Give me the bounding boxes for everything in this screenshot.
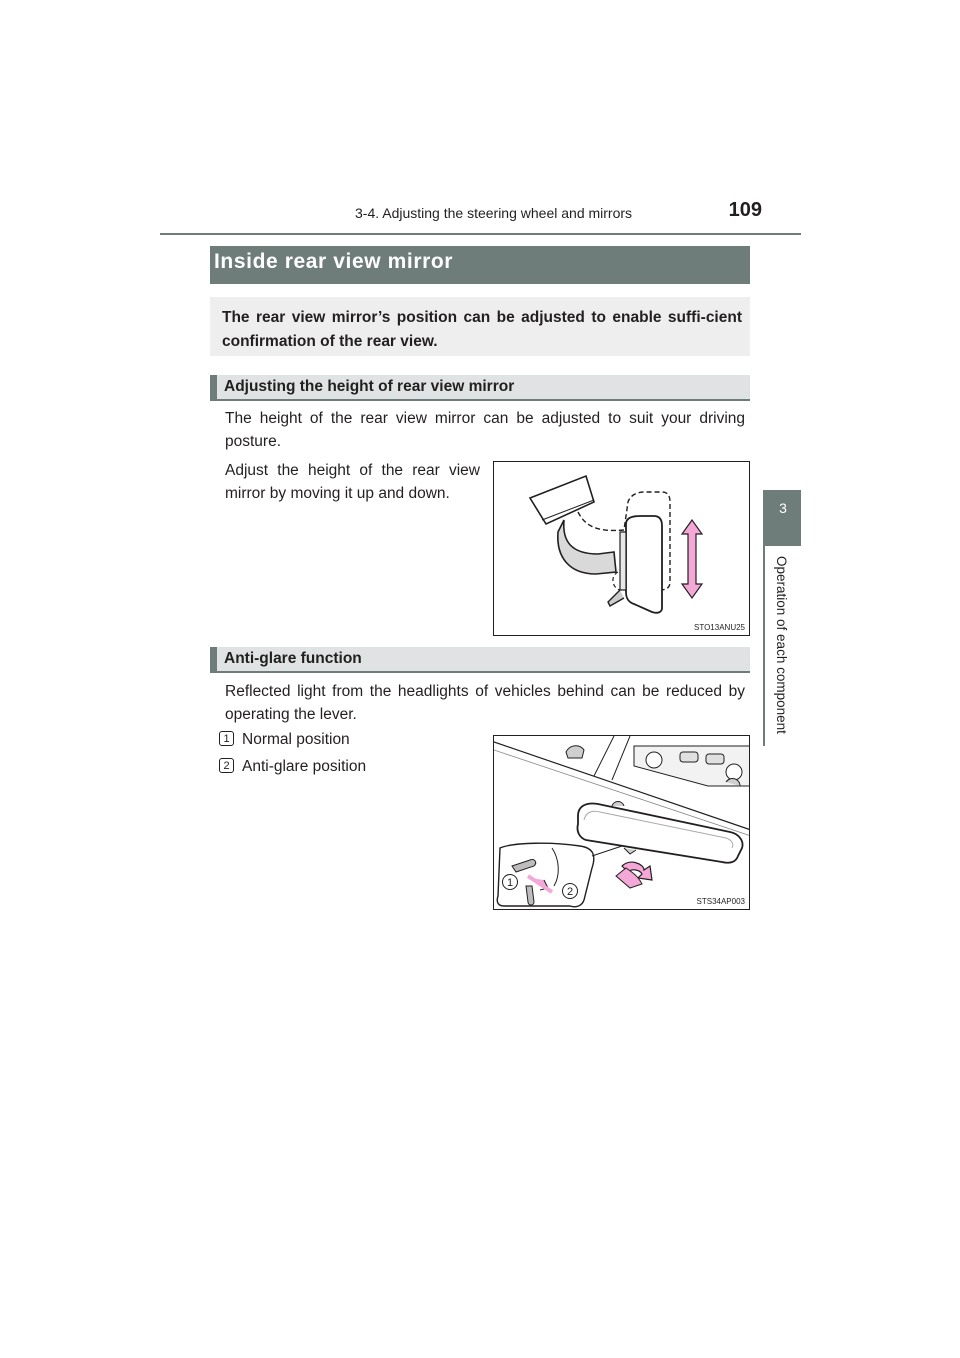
- mirror-height-illustration: [494, 462, 750, 636]
- figure-code: STO13ANU25: [694, 623, 745, 632]
- svg-text:1: 1: [506, 877, 514, 889]
- item-antiglare-position: Anti-glare position: [242, 758, 367, 775]
- item-number-badge: 1: [219, 731, 234, 746]
- chapter-tab: [765, 490, 801, 546]
- section-heading-antiglare: Anti-glare function: [224, 650, 362, 667]
- section-heading-height: Adjusting the height of rear view mirror: [224, 378, 515, 395]
- item-number-badge: 2: [219, 758, 234, 773]
- page-title: Inside rear view mirror: [214, 250, 454, 273]
- side-rule: [763, 490, 765, 746]
- chapter-number: 3: [779, 500, 787, 516]
- antiglare-illustration: [494, 736, 750, 910]
- svg-text:2: 2: [566, 886, 574, 898]
- header-rule: [160, 233, 801, 235]
- header-section-title: 3-4. Adjusting the steering wheel and mirrors: [355, 205, 633, 221]
- page-number: 109: [728, 199, 762, 221]
- paragraph-antiglare: Reflected light from the headlights of vehicles behind can be reduced by operating the lever.: [225, 683, 745, 723]
- figure-mirror-height: [493, 461, 750, 636]
- item-normal-position: Normal position: [242, 731, 350, 748]
- section-heading-accent: [210, 375, 217, 401]
- section-heading-accent: [210, 647, 217, 673]
- paragraph-height-instruction: Adjust the height of the rear view mirror by moving it up and down.: [225, 462, 480, 502]
- chapter-label: Operation of each component: [774, 556, 789, 734]
- paragraph-height-intro: The height of the rear view mirror can be adjusted to suit your driving posture.: [225, 410, 745, 450]
- figure-code: STS34AP003: [696, 897, 745, 906]
- figure-antiglare-lever: [493, 735, 750, 910]
- intro-text: The rear view mirror’s position can be adjusted to enable suffi-cient confirmation of the rear view.: [222, 309, 742, 350]
- chapter-label-container: [771, 556, 791, 746]
